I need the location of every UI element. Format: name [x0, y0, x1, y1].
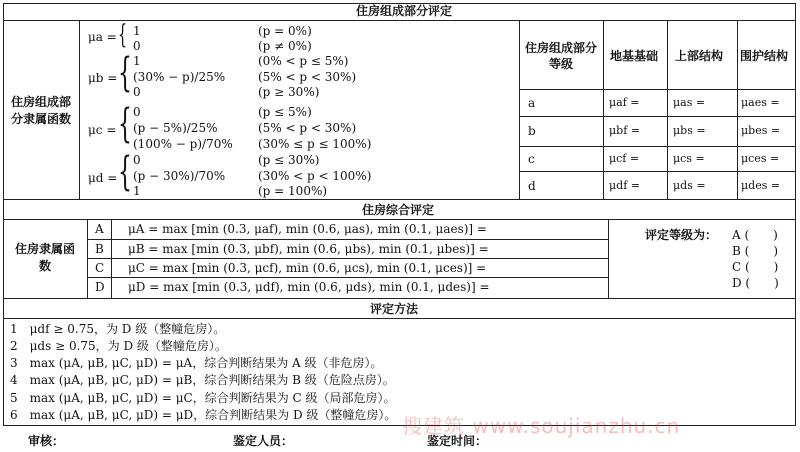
grade-row-a-superstructure: μas = — [673, 96, 706, 109]
appraisal-date-label: 鉴定时间： — [427, 434, 488, 448]
mu-d-case-1-cond: (p ≤ 30%) — [258, 153, 320, 167]
membership-function-label: 住房组成部分隶属函数 — [10, 95, 71, 126]
vline-left-label2 — [87, 219, 88, 298]
line-below-title3 — [3, 318, 796, 319]
grade-row-c-superstructure: μcs = — [673, 152, 705, 165]
method-item-5: 5 max (μA, μB, μC, μD) = μC，综合判断结果为 C 级（局部危房）。 — [10, 391, 396, 405]
mu-d-case-3-cond: (p = 100%) — [258, 184, 328, 198]
grade-row-d-foundation: μdf = — [609, 179, 640, 192]
mu-b-brace-icon: { — [118, 50, 132, 96]
grade-row-b-superstructure: μbs = — [673, 124, 706, 137]
grade-row-c-foundation: μcf = — [609, 152, 640, 165]
mu-b-case-3-cond: (p ≥ 30%) — [258, 85, 320, 99]
mu-a-case-1-value: 1 — [133, 24, 141, 38]
mu-c-case-2-value: (p − 5%)/25% — [133, 121, 218, 135]
comprehensive-row-a-formula: μA = max [min (0.3, μaf), min (0.6, μas), min (0.1, μaes)] = — [128, 222, 487, 236]
grade-row-d-superstructure: μds = — [673, 179, 706, 192]
mu-b-case-1-value: 1 — [133, 54, 141, 68]
mu-c-brace-icon: { — [118, 101, 132, 147]
vline-letter-col — [111, 219, 112, 298]
line-grade-a — [519, 116, 796, 117]
comprehensive-row-b-letter: B — [95, 242, 104, 256]
mu-c-symbol: μc = — [88, 123, 117, 137]
grade-row-b-label: b — [528, 124, 536, 138]
grade-table-header-superstructure: 上部结构 — [675, 49, 724, 63]
line-table-header — [519, 89, 796, 90]
method-item-4: 4 max (μA, μB, μC, μD) = μB，综合判断结果为 B 级（危险点房）。 — [10, 373, 395, 387]
mu-b-case-2-value: (30% − p)/25% — [133, 70, 226, 84]
comprehensive-row-b-formula: μB = max [min (0.3, μbf), min (0.6, μbs), min (0.1, μbes)] = — [128, 242, 489, 256]
grade-row-d-label: d — [528, 179, 536, 193]
grade-row-c-envelope: μces = — [741, 152, 780, 165]
method-item-1: 1 μdf ≥ 0.75，为 D 级（整幢危房）。 — [10, 322, 226, 336]
section3-title: 评定方法 — [370, 302, 419, 316]
comprehensive-row-d-letter: D — [95, 280, 105, 294]
method-item-3: 3 max (μA, μB, μC, μD) = μA，综合判断结果为 A 级（非危房）。 — [10, 356, 383, 370]
vline-grade-result — [608, 219, 609, 298]
mu-c-case-2-cond: (5% < p < 30%) — [258, 121, 357, 135]
vline-envelope-col — [737, 20, 738, 199]
line-grade-b — [519, 146, 796, 147]
mu-d-case-2-cond: (30% < p < 100%) — [258, 169, 372, 183]
vline-structure-col — [667, 20, 668, 199]
watermark: 搜建筑 www.soujianzhu.cn — [402, 414, 681, 438]
line-row-a — [87, 239, 608, 240]
line-section1-bottom — [3, 199, 796, 200]
grade-row-a-label: a — [528, 96, 536, 110]
housing-membership-label: 住房隶属函数 — [14, 242, 75, 273]
grade-option-a[interactable]: A ( ) — [732, 228, 778, 242]
grade-option-c[interactable]: C ( ) — [732, 260, 779, 274]
line-row-c — [87, 277, 608, 278]
grade-table-header-grade: 住房组成部分等级 — [524, 41, 597, 71]
grade-table-header-envelope: 围护结构 — [740, 49, 789, 63]
mu-a-symbol: μa = — [88, 30, 117, 44]
mu-d-case-3-value: 1 — [133, 184, 141, 198]
comprehensive-row-d-formula: μD = max [min (0.3, μdf), min (0.6, μds), min (0.1, μdes)] = — [128, 280, 490, 294]
line-section2-bottom — [3, 298, 796, 299]
comprehensive-row-c-formula: μC = max [min (0.3, μcf), min (0.6, μcs), min (0.1, μces)] = — [128, 261, 487, 275]
mu-a-case-2-cond: (p ≠ 0%) — [258, 39, 312, 53]
section2-title: 住房综合评定 — [362, 203, 435, 217]
grade-row-b-foundation: μbf = — [609, 124, 640, 137]
grade-row-c-label: c — [528, 152, 535, 166]
mu-a-case-2-value: 0 — [133, 39, 141, 53]
vline-grade-col — [519, 20, 520, 199]
mu-c-case-1-cond: (p ≤ 5%) — [258, 105, 312, 119]
line-row-b — [87, 258, 608, 259]
grade-row-b-envelope: μbes = — [741, 124, 781, 137]
comprehensive-row-a-letter: A — [95, 222, 104, 236]
mu-b-case-1-cond: (0% < p ≤ 5%) — [258, 54, 349, 68]
line-grade-c — [519, 171, 796, 172]
comprehensive-row-c-letter: C — [95, 261, 105, 275]
vline-left-label1 — [79, 20, 80, 199]
grade-option-d[interactable]: D ( ) — [732, 276, 779, 290]
vline-foundation-col — [603, 20, 604, 199]
line-below-title2 — [3, 219, 796, 220]
grade-row-a-envelope: μaes = — [741, 96, 780, 109]
mu-d-brace-icon: { — [118, 149, 132, 195]
mu-c-case-3-value: (100% − p)/70% — [133, 137, 233, 151]
mu-a-brace-icon: { — [118, 20, 128, 50]
grade-row-d-envelope: μdes = — [741, 179, 781, 192]
mu-d-symbol: μd = — [88, 171, 118, 185]
reviewer-label: 审核： — [28, 434, 65, 448]
mu-d-case-1-value: 0 — [133, 153, 141, 167]
mu-b-symbol: μb = — [88, 71, 118, 85]
grade-row-a-foundation: μaf = — [609, 96, 640, 109]
mu-c-case-3-cond: (30% ≤ p ≤ 100%) — [258, 137, 372, 151]
grade-table-header-foundation: 地基基础 — [610, 49, 659, 63]
mu-b-case-2-cond: (5% < p < 30%) — [258, 70, 357, 84]
mu-b-case-3-value: 0 — [133, 85, 141, 99]
section1-title: 住房组成部分评定 — [356, 4, 453, 18]
method-item-6: 6 max (μA, μB, μC, μD) = μD，综合判断结果为 D 级（整幢危房）。 — [10, 408, 397, 422]
mu-d-case-2-value: (p − 30%)/70% — [133, 169, 226, 183]
grade-option-b[interactable]: B ( ) — [732, 244, 778, 258]
mu-a-case-1-cond: (p = 0%) — [258, 24, 312, 38]
mu-c-case-1-value: 0 — [133, 105, 141, 119]
appraiser-label: 鉴定人员： — [233, 434, 294, 448]
grade-result-label: 评定等级为： — [645, 228, 718, 242]
method-item-2: 2 μds ≥ 0.75，为 D 级（整幢危房）。 — [10, 339, 227, 353]
